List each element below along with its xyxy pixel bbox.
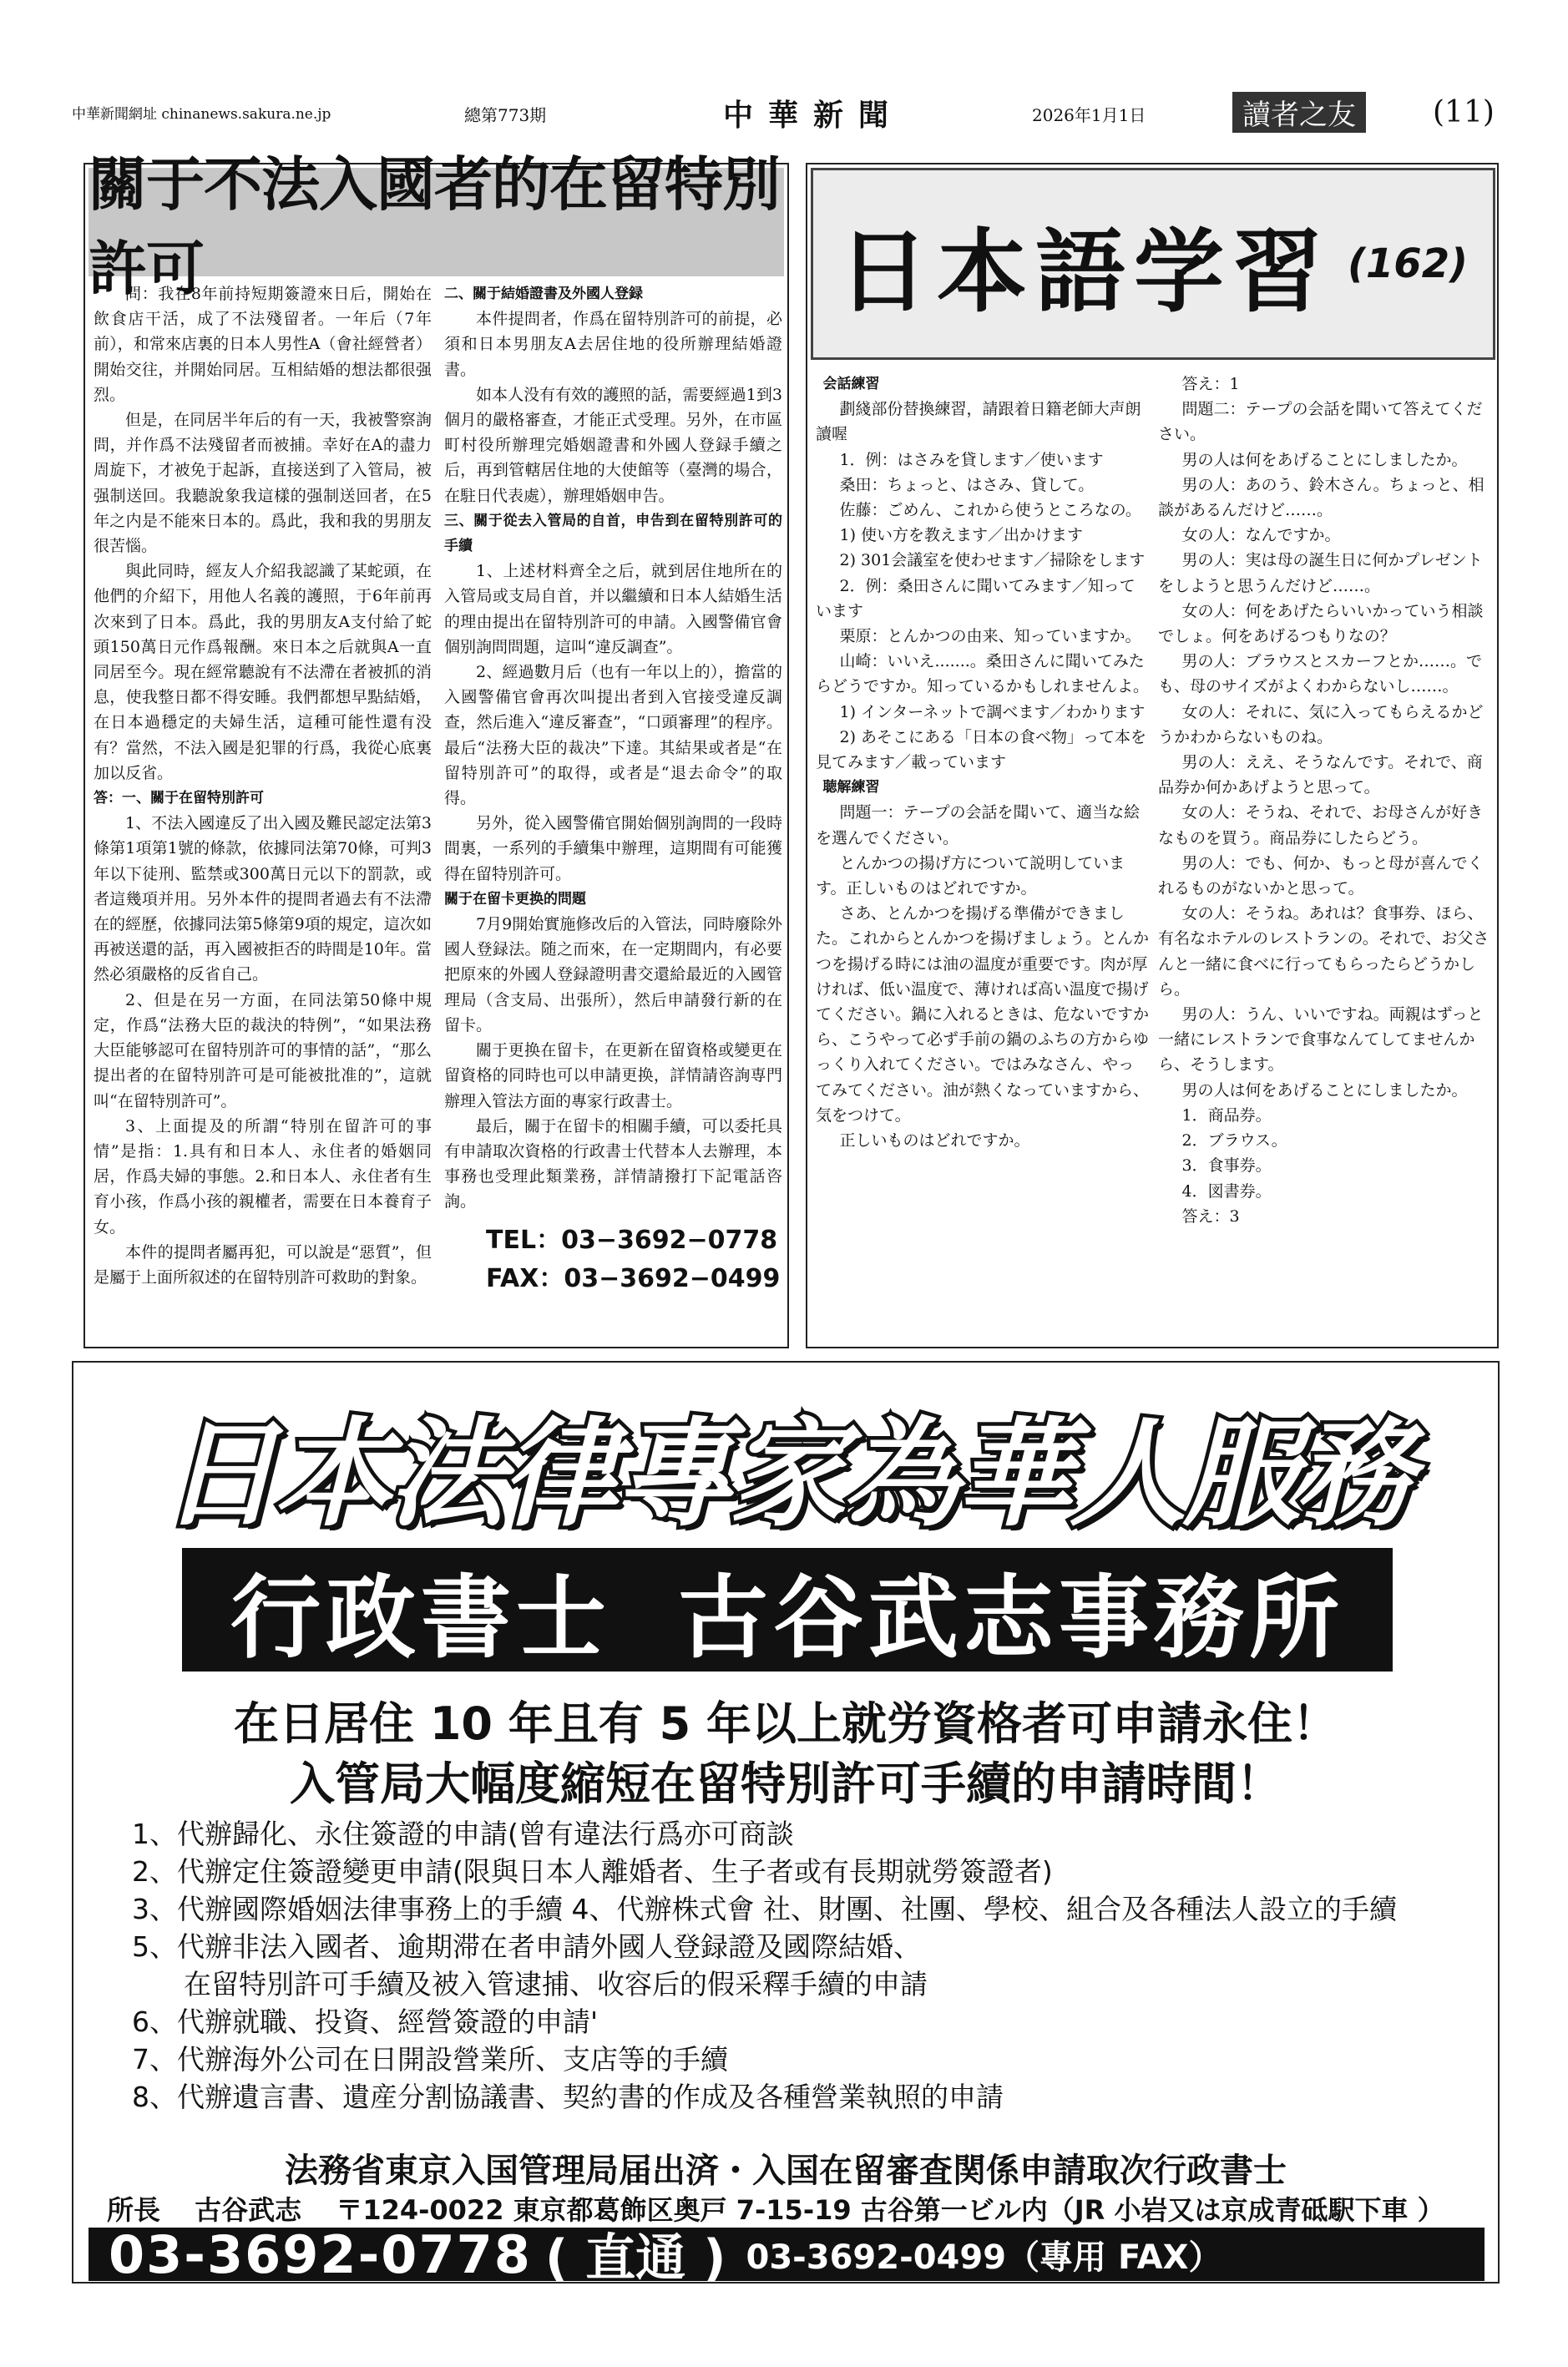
issue-date: 2026年1月1日	[1032, 105, 1146, 125]
section-heading: 聴解練習	[822, 779, 880, 797]
ad-service-item: 3、代辦國際婚姻法律事務上的手續 4、代辦株式會 社、財團、社團、學校、組合及各種法人設立的手續	[132, 1893, 1397, 1925]
paragraph: 2) 301会議室を使わせます／掃除をします	[839, 551, 1146, 570]
paragraph: 問題一：テープの会話を聞いて、適当な絵を選んでください。	[816, 803, 1141, 847]
issue-number: 總第773期	[464, 105, 547, 125]
paragraph: 關于更换在留卡，在更新在留資格或變更在留資格的同時也可以申請更换，詳情請咨詢専門辦理入管法方面的專家行政書士。	[444, 1041, 782, 1110]
article-column-1	[94, 281, 432, 1346]
section-heading: 会話練習	[822, 376, 880, 392]
paragraph: 男の人：実は母の誕生日に何かプレゼントをしようと思うんだけど……。	[1158, 551, 1483, 595]
paragraph: 2、經過數月后（也有一年以上的），擔當的入國警備官會再次叫提出者到入官接受違反調查，然后進入“違反審查”，“口頭審理”的程序。最后“法務大臣的裁决”下達。其結果或者是“在留特別許可”的取得，或者是“退去命令”的取得。	[444, 663, 782, 808]
paragraph: 1．例：はさみを貸します／使います	[839, 450, 1104, 469]
paragraph: 本件的提問者屬再犯，可以說是“惡質”，但是屬于上面所叙述的在留特別許可救助的對象。	[94, 1242, 432, 1287]
paragraph: 答え：3	[1181, 1206, 1240, 1226]
paragraph: 男の人：あのう、鈴木さん。ちょっと、相談があるんだけど……。	[1158, 475, 1485, 520]
paragraph: 最后，關于在留卡的相關手續，可以委托具有申請取次資格的行政書士代替本人去辦理，本事務也受理此類業務，詳情請撥打下記電話咨詢。	[444, 1116, 782, 1211]
newspaper-name: 中華新聞	[723, 98, 904, 133]
paragraph: 但是，在同居半年后的有一天，我被警察詢問，并作爲不法殘留者而被捕。幸好在A的盡力周旋下，才被免于起訴，直接送到了入管局，被强制送回。我聽說象我這樣的强制送回者，在5年之内是不能來日本的。爲此，我和我的男朋友很苦惱。	[94, 411, 432, 556]
section-label: 讀者之友	[1232, 92, 1366, 133]
ad-service-item: 5、代辦非法入國者、逾期滞在者申請外國人登録證及國際結婚、	[132, 1930, 921, 1963]
paragraph: 1、上述材料齊全之后，就到居住地所在的入管局或支局自首，并以繼續和日本人結婚生活的理由提出在留特別許可的申請。入國警備官會個别詢問問題，這叫“違反調查”。	[444, 562, 782, 656]
article-column-2-body	[444, 281, 782, 1215]
ad-service-item: 7、代辦海外公司在日開設營業所、支店等的手續	[132, 2043, 728, 2076]
ad-address-line	[107, 2189, 1469, 2228]
ad-certification: 法務省東京入国管理局届出済・入国在留審査関係申請取次行政書士	[285, 2152, 1287, 2190]
paragraph: 2．例：桑田さんに聞いてみます／知っています	[816, 576, 1136, 620]
ad-slogan: 日本法律專家為華人服務	[160, 1407, 1410, 1543]
japanese-study-column-2	[1158, 372, 1492, 1344]
ad-service-item: 在留特別許可手續及被入管逮捕、收容后的假采釋手續的申請	[184, 1968, 928, 2000]
paragraph: 問：我在8年前持短期簽證來日后，開始在飲食店干活，成了不法殘留者。一年后（7年前），和常來店裏的日本人男性A（會社經營者）開始交往，并開始同居。互相結婚的想法都很强烈。	[94, 285, 432, 404]
paragraph: 3、上面提及的所謂“特別在留許可的事情”是指：1.具有和日本人、永住者的婚姻同居，作爲夫婦的事態。2.和日本人、永住者有生育小孩，作爲小孩的親權者，需要在日本養育子女。	[94, 1116, 432, 1237]
paragraph: 問題二：テープの会話を聞いて答えてください。	[1158, 400, 1483, 444]
article-title: 關于不法入國者的在留特別許可	[89, 150, 780, 303]
section-heading: 答：一、關于在留特別許可	[94, 790, 264, 807]
site-url: 中華新聞網址 chinanews.sakura.ne.jp	[72, 106, 331, 123]
ad-service-item: 2、代辦定住簽證變更申請(限與日本人離婚者、生子者或有長期就勞簽證者)	[132, 1855, 1053, 1888]
ad-fax-number: 03-3692-0499（專用 FAX）	[746, 2238, 1222, 2277]
paragraph: 栗原：とんかつの由来、知っていますか。	[839, 627, 1141, 646]
paragraph: 4．図書券。	[1181, 1181, 1272, 1201]
article-tel: TEL：03−3692−0778	[486, 1225, 778, 1255]
paragraph: 男の人は何をあげることにしましたか。	[1181, 1080, 1468, 1100]
article-fax: FAX：03−3692−0499	[486, 1263, 781, 1293]
law-office-advertisement	[72, 1361, 1500, 2288]
paragraph: 女の人：そうね。あれは？食事券、ほら、有名なホテルのレストランの。それで、お父さんと一緒に食べに行ってもらったらどうかしら。	[1158, 904, 1490, 999]
ad-headline-1: 在日居住 10 年且有 5 年以上就労資格者可申請永住！	[234, 1697, 1338, 1750]
paragraph: 2、但是在另一方面，在同法第50條中規定，作爲“法務大臣的裁決的特例”，“如果法務大臣能够認可在留特別許可的事情的話”，“那么提出者的在留特別許可是可能被批准的”，這就叫“在留特別許可”。	[94, 990, 432, 1110]
paragraph: 1、不法入國違反了出入國及難民認定法第3條第1項第1號的條款，依據同法第70條，可判3年以下徒刑、監禁或300萬日元以下的罰款，或者這幾項并用。另外本件的提問者過去有不法滯在的經歷，依據同法第5條第9項的規定，這次如再被送還的話，再入國被拒否的時間是10年。當然必須嚴格的反省自己。	[94, 814, 432, 984]
paragraph: とんかつの揚げ方について説明しています。正しいものはどれですか。	[816, 853, 1125, 898]
section-heading: 三、關于從去入管局的自首，申告到在留特別許可的手續	[444, 512, 782, 555]
japanese-study-number: (162)	[1347, 240, 1469, 287]
paragraph: 男の人：ブラウスとスカーフとか……。でも、母のサイズがよくわからないし……。	[1158, 652, 1482, 696]
page-header	[72, 90, 1493, 140]
ad-phone-bar	[89, 2223, 1485, 2288]
paragraph: 1．商品券。	[1181, 1105, 1272, 1125]
ad-firm-title: 行政書士	[230, 1565, 611, 1671]
ad-firm-name: 古谷武志事務所	[678, 1565, 1345, 1671]
paragraph: 山崎：いいえ.......。桑田さんに聞いてみたらどうですか。知っているかもしれませんよ。	[816, 652, 1150, 696]
paragraph: 劃綫部份替換練習，請跟着日籍老師大声朗讀喔	[816, 400, 1141, 444]
paragraph: 2) あそこにある「日本の食べ物」って本を見てみます／載っています	[816, 727, 1147, 772]
japanese-study-title-box	[811, 168, 1495, 360]
article-contact	[444, 1221, 782, 1298]
paragraph: 女の人：それに、気に入ってもらえるかどうかわからないものね。	[1158, 702, 1484, 746]
article-special-permission	[83, 150, 789, 1348]
paragraph: 如本人没有有效的護照的話，需要經過1到3個月的嚴格審查，才能正式受理。另外，在市區町村役所辦理完婚姻證書和外國人登録手續之后，再到管轄居住地的大使館等（臺灣的場合，在駐日代表處），辦理婚姻申告。	[444, 385, 782, 505]
paragraph: 男の人：ええ、そうなんです。それで、商品券か何かあげようと思って。	[1158, 753, 1483, 797]
paragraph: 3．食事券。	[1181, 1156, 1272, 1176]
paragraph: 男の人：うん、いいですね。両親はずっと一緒にレストランで食事なんてしてませんから、そうします。	[1158, 1005, 1484, 1075]
article-japanese-study	[806, 163, 1499, 1348]
paragraph: 桑田：ちょっと、はさみ、貸して。	[839, 475, 1095, 494]
paragraph: 1) 使い方を教えます／出かけます	[839, 526, 1084, 545]
paragraph: 7月9開始實施修改后的入管法，同時廢除外國人登録法。随之而來，在一定期間内，有必要把原來的外國人登録證明書交還給最近的入國管理局（含支局、出張所），然后申請發行新的在留卡。	[444, 915, 782, 1034]
section-heading: 二、關于結婚證書及外國人登録	[444, 286, 643, 302]
paragraph: 1) インターネットで調べます／わかります	[839, 702, 1146, 721]
ad-headline-2: 入管局大幅度縮短在留特別許可手續的申請時間！	[290, 1758, 1282, 1810]
paragraph: 男の人は何をあげることにしましたか。	[1181, 450, 1468, 469]
ad-service-item: 6、代辦就職、投資、經營簽證的申請'	[132, 2005, 599, 2038]
page-number: (11)	[1433, 95, 1495, 129]
paragraph: 正しいものはどれですか。	[839, 1131, 1030, 1151]
ad-services-list	[132, 1815, 1468, 2116]
paragraph: 女の人：何をあげたらいいかっていう相談でしょ。何をあげるつもりなの？	[1158, 601, 1484, 646]
ad-firm-banner	[182, 1548, 1393, 1672]
paragraph: 本件提問者，作爲在留特別許可的前提，必須和日本男朋友A去居住地的役所辦理結婚證書。	[444, 310, 782, 379]
paragraph: 男の人：でも、何か、もっと母が喜んでくれるものがないかと思って。	[1158, 853, 1484, 898]
japanese-study-title: 日本語学習	[837, 220, 1331, 325]
paragraph: 答え：1	[1181, 375, 1240, 393]
paragraph: 與此同時，經友人介紹我認識了某蛇頭，在他們的介紹下，用他人名義的護照，于6年前再次來到了日本。爲此，我的男朋友A支付給了蛇頭150萬日元作爲報酬。來日本之后就與A一直同居至今。現在經常聽說有不法滯在者被抓的消息，使我整日都不得安睡。我們都想早點結婚，在日本過穩定的夫婦生活，這種可能性還有没有？當然，不法入國是犯罪的行爲，我從心底裏加以反省。	[94, 562, 432, 782]
section-heading: 關于在留卡更换的問題	[444, 890, 586, 908]
paragraph: 女の人：そうね、それで、お母さんが好きなものを買う。商品券にしたらどう。	[1158, 803, 1484, 847]
paragraph: 2．ブラウス。	[1181, 1131, 1287, 1151]
ad-address: 〒124-0022 東京都葛飾区奥戸 7-15-19 古谷第一ビル内（JR 小岩又は京成青砥駅下車 ）	[336, 2194, 1444, 2226]
paragraph: さあ、とんかつを揚げる準備ができました。これからとんかつを揚げましょう。とんかつを揚げる時には油の温度が重要です。肉が厚ければ、低い温度で、薄ければ高い温度で揚げてください。鍋に入れるときは、危ないですから、こうやって必ず手前の鍋のふちの方からゆっくり入れてください。ではみなさん、やってみてください。油が熱くなっていますから、気をつけて。	[816, 904, 1150, 1125]
paragraph: 佐藤：ごめん、これから使うところなの。	[839, 501, 1141, 520]
paragraph: 女の人：なんですか。	[1181, 526, 1341, 545]
japanese-study-column-1	[816, 372, 1150, 1344]
ad-phone-number[interactable]: 03-3692-0778	[109, 2223, 532, 2285]
article-column-2	[444, 281, 782, 1346]
ad-phone-note: ( 直通 )	[544, 2229, 726, 2288]
ad-service-item: 1、代辦歸化、永住簽證的申請(曾有違法行爲亦可商談	[132, 1818, 794, 1850]
paragraph: 另外，從入國警備官開始個别詢問的一段時間裏，一系列的手續集中辦理，這期間有可能獲得在留特別許可。	[444, 814, 782, 883]
ad-director-name: 古谷武志	[195, 2194, 302, 2226]
ad-service-item: 8、代辦遺言書、遺産分割協議書、契約書的作成及各種營業執照的申請	[132, 2081, 1004, 2113]
ad-director-label: 所長	[107, 2194, 161, 2226]
